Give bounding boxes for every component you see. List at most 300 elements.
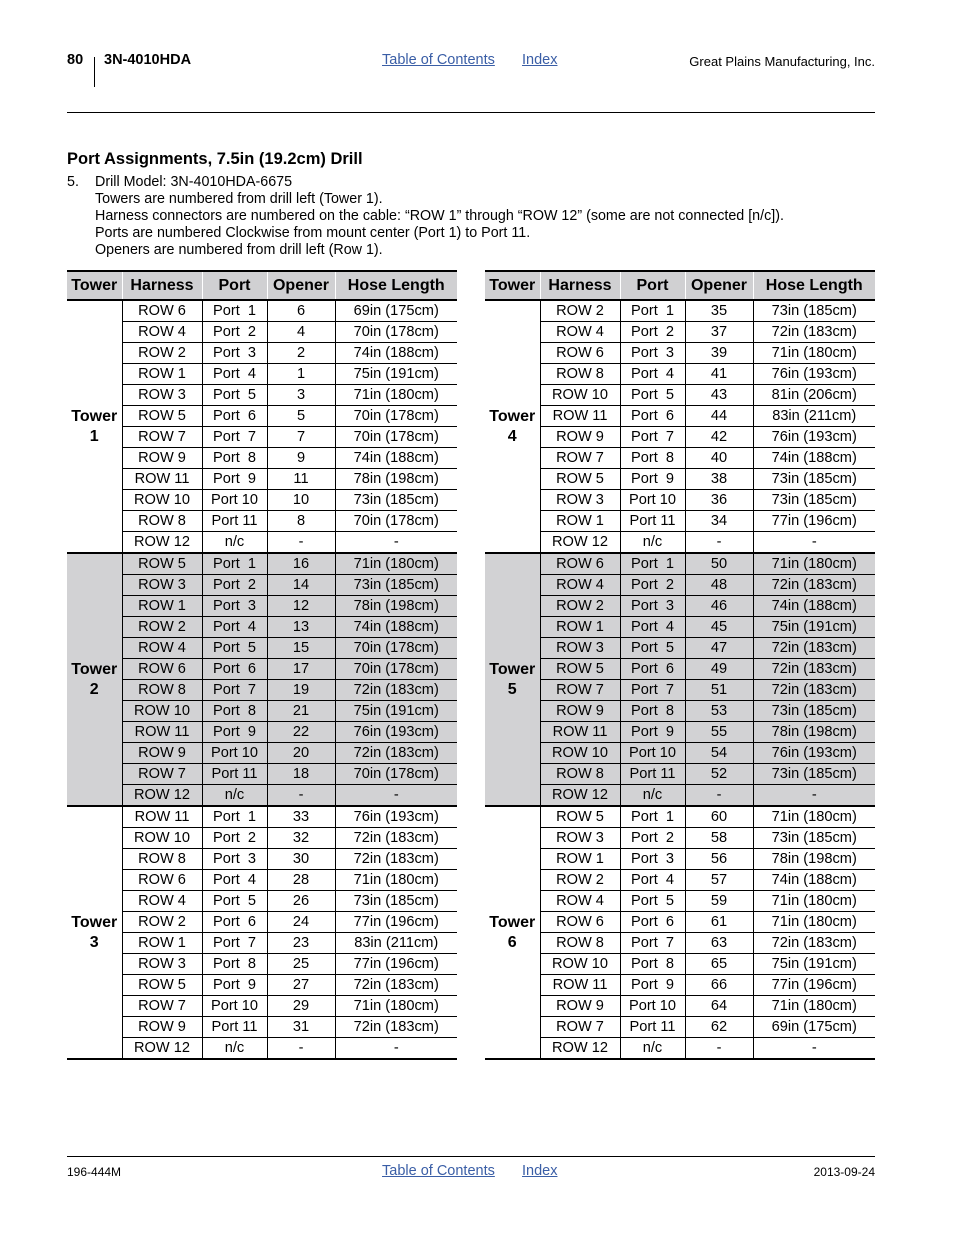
table-row bbox=[67, 385, 457, 406]
port-cell: Port 1 bbox=[202, 300, 267, 322]
footer-index-link[interactable]: Index bbox=[522, 1163, 558, 1179]
harness-cell: ROW 5 bbox=[540, 659, 620, 680]
table-row bbox=[67, 511, 457, 532]
table-row bbox=[485, 406, 875, 427]
opener-cell: 59 bbox=[685, 891, 753, 912]
port-cell: Port 3 bbox=[620, 343, 685, 364]
port-cell: Port 5 bbox=[620, 891, 685, 912]
hose-length-cell: 78in (198cm) bbox=[753, 722, 875, 743]
port-cell: Port 9 bbox=[620, 975, 685, 996]
opener-cell: 34 bbox=[685, 511, 753, 532]
opener-cell: 30 bbox=[267, 849, 335, 870]
port-cell: Port 9 bbox=[620, 469, 685, 490]
port-cell: Port 2 bbox=[620, 828, 685, 849]
port-cell: Port 9 bbox=[202, 722, 267, 743]
port-cell: Port 11 bbox=[202, 1017, 267, 1038]
hose-length-cell: 72in (183cm) bbox=[335, 680, 457, 701]
tower-label-text: Tower 4 bbox=[489, 407, 536, 445]
harness-cell: ROW 4 bbox=[122, 638, 202, 659]
table-row bbox=[67, 617, 457, 638]
hose-length-cell: 71in (180cm) bbox=[335, 996, 457, 1017]
hose-length-cell: 74in (188cm) bbox=[753, 448, 875, 469]
table-row bbox=[67, 532, 457, 554]
opener-cell: - bbox=[267, 785, 335, 807]
port-cell: Port 3 bbox=[202, 849, 267, 870]
hose-length-cell: 72in (183cm) bbox=[753, 680, 875, 701]
hose-length-cell: 70in (178cm) bbox=[335, 406, 457, 427]
table-header-row bbox=[485, 271, 875, 300]
opener-cell: 62 bbox=[685, 1017, 753, 1038]
tower-label bbox=[485, 300, 540, 553]
table-row bbox=[485, 300, 875, 322]
table-row bbox=[485, 996, 875, 1017]
col-header-harness: Harness bbox=[122, 271, 202, 300]
opener-cell: 64 bbox=[685, 996, 753, 1017]
harness-cell: ROW 2 bbox=[540, 596, 620, 617]
hose-length-cell: 69in (175cm) bbox=[753, 1017, 875, 1038]
table-row bbox=[485, 511, 875, 532]
doc-number: 196-444M bbox=[67, 1165, 122, 1179]
opener-cell: 66 bbox=[685, 975, 753, 996]
port-cell: Port 3 bbox=[202, 343, 267, 364]
table-row bbox=[67, 448, 457, 469]
harness-cell: ROW 2 bbox=[540, 870, 620, 891]
tower-label bbox=[67, 300, 122, 553]
hose-length-cell: 70in (178cm) bbox=[335, 764, 457, 785]
opener-cell: 47 bbox=[685, 638, 753, 659]
opener-cell: 51 bbox=[685, 680, 753, 701]
opener-cell: 24 bbox=[267, 912, 335, 933]
port-cell: Port 6 bbox=[202, 406, 267, 427]
opener-cell: 39 bbox=[685, 343, 753, 364]
port-cell: Port 11 bbox=[620, 1017, 685, 1038]
table-row bbox=[67, 743, 457, 764]
harness-cell: ROW 12 bbox=[540, 785, 620, 807]
col-header-port: Port bbox=[202, 271, 267, 300]
tower-group bbox=[67, 553, 457, 806]
port-cell: Port 2 bbox=[620, 575, 685, 596]
step-line: Openers are numbered from drill left (Row 1). bbox=[95, 242, 383, 258]
harness-cell: ROW 2 bbox=[540, 300, 620, 322]
hose-length-cell: - bbox=[753, 532, 875, 554]
port-cell: Port 4 bbox=[202, 364, 267, 385]
header-rule bbox=[67, 112, 875, 113]
hose-length-cell: 71in (180cm) bbox=[335, 870, 457, 891]
opener-cell: 15 bbox=[267, 638, 335, 659]
header-toc-link[interactable]: Table of Contents bbox=[382, 52, 495, 68]
opener-cell: 20 bbox=[267, 743, 335, 764]
table-row bbox=[485, 638, 875, 659]
harness-cell: ROW 7 bbox=[122, 764, 202, 785]
opener-cell: 49 bbox=[685, 659, 753, 680]
opener-cell: - bbox=[685, 532, 753, 554]
port-cell: Port 3 bbox=[202, 596, 267, 617]
port-cell: Port 8 bbox=[620, 954, 685, 975]
port-cell: Port 8 bbox=[620, 448, 685, 469]
table-row bbox=[67, 427, 457, 448]
harness-cell: ROW 3 bbox=[540, 828, 620, 849]
opener-cell: 63 bbox=[685, 933, 753, 954]
harness-cell: ROW 7 bbox=[540, 448, 620, 469]
col-header-tower: Tower bbox=[67, 271, 122, 300]
hose-length-cell: 73in (185cm) bbox=[753, 764, 875, 785]
opener-cell: 9 bbox=[267, 448, 335, 469]
opener-cell: 55 bbox=[685, 722, 753, 743]
hose-length-cell: 70in (178cm) bbox=[335, 638, 457, 659]
opener-cell: 36 bbox=[685, 490, 753, 511]
table-row bbox=[485, 532, 875, 554]
port-cell: Port 11 bbox=[620, 511, 685, 532]
table-row bbox=[67, 300, 457, 322]
hose-length-cell: 73in (185cm) bbox=[335, 891, 457, 912]
table-row bbox=[67, 954, 457, 975]
opener-cell: 11 bbox=[267, 469, 335, 490]
harness-cell: ROW 3 bbox=[122, 385, 202, 406]
hose-length-cell: 74in (188cm) bbox=[753, 870, 875, 891]
harness-cell: ROW 5 bbox=[122, 553, 202, 575]
hose-length-cell: 71in (180cm) bbox=[753, 996, 875, 1017]
port-cell: Port 6 bbox=[202, 659, 267, 680]
hose-length-cell: 72in (183cm) bbox=[335, 828, 457, 849]
port-cell: Port 6 bbox=[202, 912, 267, 933]
opener-cell: 12 bbox=[267, 596, 335, 617]
hose-length-cell: 76in (193cm) bbox=[335, 722, 457, 743]
table-row bbox=[485, 785, 875, 807]
opener-cell: 60 bbox=[685, 806, 753, 828]
harness-cell: ROW 11 bbox=[122, 469, 202, 490]
port-cell: Port 1 bbox=[202, 553, 267, 575]
hose-length-cell: 73in (185cm) bbox=[335, 490, 457, 511]
table-row bbox=[485, 343, 875, 364]
table-row bbox=[67, 638, 457, 659]
harness-cell: ROW 6 bbox=[540, 343, 620, 364]
port-cell: Port 1 bbox=[620, 553, 685, 575]
opener-cell: 17 bbox=[267, 659, 335, 680]
step-line: Drill Model: 3N-4010HDA-6675 bbox=[95, 174, 293, 190]
harness-cell: ROW 3 bbox=[122, 954, 202, 975]
col-header-opener: Opener bbox=[267, 271, 335, 300]
port-cell: Port 8 bbox=[202, 954, 267, 975]
opener-cell: 8 bbox=[267, 511, 335, 532]
port-cell: Port 10 bbox=[202, 996, 267, 1017]
opener-cell: 45 bbox=[685, 617, 753, 638]
harness-cell: ROW 12 bbox=[540, 1038, 620, 1060]
hose-length-cell: 71in (180cm) bbox=[335, 385, 457, 406]
harness-cell: ROW 11 bbox=[122, 722, 202, 743]
opener-cell: 16 bbox=[267, 553, 335, 575]
port-cell: Port 10 bbox=[202, 743, 267, 764]
table-row bbox=[485, 553, 875, 575]
port-cell: Port 7 bbox=[202, 933, 267, 954]
page-number: 80 bbox=[67, 52, 84, 68]
hose-length-cell: 83in (211cm) bbox=[335, 933, 457, 954]
opener-cell: 2 bbox=[267, 343, 335, 364]
opener-cell: 65 bbox=[685, 954, 753, 975]
port-cell: Port 7 bbox=[620, 427, 685, 448]
step-line: Harness connectors are numbered on the cable: “ROW 1” through “ROW 12” (some are not connected [n/c]). bbox=[95, 208, 784, 224]
harness-cell: ROW 8 bbox=[540, 764, 620, 785]
table-row bbox=[67, 553, 457, 575]
opener-cell: 21 bbox=[267, 701, 335, 722]
port-cell: Port 4 bbox=[202, 870, 267, 891]
harness-cell: ROW 3 bbox=[540, 490, 620, 511]
port-cell: Port 10 bbox=[620, 490, 685, 511]
opener-cell: 32 bbox=[267, 828, 335, 849]
opener-cell: 23 bbox=[267, 933, 335, 954]
step-number: 5. bbox=[67, 174, 79, 190]
harness-cell: ROW 7 bbox=[540, 680, 620, 701]
port-cell: Port 11 bbox=[202, 764, 267, 785]
table-row bbox=[485, 975, 875, 996]
step-line: Ports are numbered Clockwise from mount center (Port 1) to Port 11. bbox=[95, 225, 531, 241]
port-cell: Port 4 bbox=[620, 870, 685, 891]
opener-cell: 25 bbox=[267, 954, 335, 975]
table-row bbox=[67, 828, 457, 849]
hose-length-cell: 77in (196cm) bbox=[335, 912, 457, 933]
table-row bbox=[67, 322, 457, 343]
opener-cell: - bbox=[685, 785, 753, 807]
hose-length-cell: 71in (180cm) bbox=[753, 912, 875, 933]
hose-length-cell: 73in (185cm) bbox=[335, 575, 457, 596]
harness-cell: ROW 12 bbox=[540, 532, 620, 554]
opener-cell: 50 bbox=[685, 553, 753, 575]
port-cell: Port 5 bbox=[202, 891, 267, 912]
harness-cell: ROW 5 bbox=[122, 406, 202, 427]
hose-length-cell: - bbox=[335, 532, 457, 554]
hose-length-cell: 71in (180cm) bbox=[335, 553, 457, 575]
table-row bbox=[485, 490, 875, 511]
harness-cell: ROW 6 bbox=[540, 912, 620, 933]
opener-cell: 10 bbox=[267, 490, 335, 511]
model-number: 3N-4010HDA bbox=[104, 52, 192, 68]
harness-cell: ROW 5 bbox=[540, 469, 620, 490]
header-index-link[interactable]: Index bbox=[522, 52, 558, 68]
harness-cell: ROW 9 bbox=[122, 448, 202, 469]
port-cell: n/c bbox=[202, 1038, 267, 1060]
port-cell: Port 10 bbox=[620, 996, 685, 1017]
table-row bbox=[485, 933, 875, 954]
hose-length-cell: 72in (183cm) bbox=[335, 849, 457, 870]
table-row bbox=[485, 806, 875, 828]
port-cell: Port 7 bbox=[202, 680, 267, 701]
harness-cell: ROW 6 bbox=[122, 300, 202, 322]
hose-length-cell: 72in (183cm) bbox=[753, 638, 875, 659]
harness-cell: ROW 10 bbox=[540, 954, 620, 975]
hose-length-cell: 78in (198cm) bbox=[753, 849, 875, 870]
hose-length-cell: 70in (178cm) bbox=[335, 659, 457, 680]
hose-length-cell: 78in (198cm) bbox=[335, 596, 457, 617]
header-divider bbox=[94, 57, 95, 87]
harness-cell: ROW 9 bbox=[122, 1017, 202, 1038]
hose-length-cell: 72in (183cm) bbox=[753, 659, 875, 680]
opener-cell: 35 bbox=[685, 300, 753, 322]
tower-group bbox=[67, 806, 457, 1059]
hose-length-cell: 71in (180cm) bbox=[753, 891, 875, 912]
hose-length-cell: 72in (183cm) bbox=[335, 975, 457, 996]
opener-cell: 1 bbox=[267, 364, 335, 385]
hose-length-cell: - bbox=[335, 1038, 457, 1060]
table-row bbox=[485, 322, 875, 343]
tower-label bbox=[485, 553, 540, 806]
hose-length-cell: 77in (196cm) bbox=[335, 954, 457, 975]
hose-length-cell: 71in (180cm) bbox=[753, 806, 875, 828]
port-cell: n/c bbox=[620, 1038, 685, 1060]
hose-length-cell: - bbox=[753, 785, 875, 807]
port-cell: Port 9 bbox=[202, 975, 267, 996]
port-cell: Port 2 bbox=[202, 322, 267, 343]
port-cell: Port 1 bbox=[620, 300, 685, 322]
table-row bbox=[67, 575, 457, 596]
opener-cell: 41 bbox=[685, 364, 753, 385]
harness-cell: ROW 10 bbox=[122, 490, 202, 511]
opener-cell: 5 bbox=[267, 406, 335, 427]
harness-cell: ROW 10 bbox=[540, 385, 620, 406]
harness-cell: ROW 5 bbox=[540, 806, 620, 828]
table-row bbox=[485, 912, 875, 933]
port-cell: n/c bbox=[620, 785, 685, 807]
opener-cell: 29 bbox=[267, 996, 335, 1017]
hose-length-cell: 83in (211cm) bbox=[753, 406, 875, 427]
harness-cell: ROW 3 bbox=[122, 575, 202, 596]
hose-length-cell: 73in (185cm) bbox=[753, 701, 875, 722]
port-cell: Port 8 bbox=[620, 701, 685, 722]
table-row bbox=[67, 912, 457, 933]
tower-label-text: Tower 1 bbox=[71, 407, 118, 445]
port-cell: Port 5 bbox=[202, 385, 267, 406]
harness-cell: ROW 10 bbox=[122, 828, 202, 849]
harness-cell: ROW 7 bbox=[540, 1017, 620, 1038]
harness-cell: ROW 4 bbox=[540, 322, 620, 343]
hose-length-cell: 72in (183cm) bbox=[335, 1017, 457, 1038]
harness-cell: ROW 2 bbox=[122, 343, 202, 364]
opener-cell: 61 bbox=[685, 912, 753, 933]
harness-cell: ROW 6 bbox=[122, 659, 202, 680]
harness-cell: ROW 9 bbox=[540, 427, 620, 448]
port-cell: Port 9 bbox=[202, 469, 267, 490]
tower-label bbox=[485, 806, 540, 1059]
hose-length-cell: 81in (206cm) bbox=[753, 385, 875, 406]
table-row bbox=[485, 722, 875, 743]
table-row bbox=[67, 806, 457, 828]
opener-cell: 28 bbox=[267, 870, 335, 891]
hose-length-cell: 75in (191cm) bbox=[335, 701, 457, 722]
opener-cell: 26 bbox=[267, 891, 335, 912]
opener-cell: 44 bbox=[685, 406, 753, 427]
company-name: Great Plains Manufacturing, Inc. bbox=[689, 54, 875, 69]
harness-cell: ROW 4 bbox=[122, 891, 202, 912]
harness-cell: ROW 8 bbox=[122, 680, 202, 701]
port-cell: Port 5 bbox=[620, 638, 685, 659]
harness-cell: ROW 11 bbox=[540, 406, 620, 427]
opener-cell: 13 bbox=[267, 617, 335, 638]
tower-label bbox=[67, 806, 122, 1059]
harness-cell: ROW 2 bbox=[122, 617, 202, 638]
port-cell: Port 5 bbox=[202, 638, 267, 659]
port-cell: Port 8 bbox=[202, 701, 267, 722]
table-row bbox=[485, 364, 875, 385]
harness-cell: ROW 9 bbox=[122, 743, 202, 764]
opener-cell: 38 bbox=[685, 469, 753, 490]
table-row bbox=[485, 427, 875, 448]
opener-cell: 37 bbox=[685, 322, 753, 343]
table-row bbox=[67, 364, 457, 385]
tower-group bbox=[485, 553, 875, 806]
table-row bbox=[67, 596, 457, 617]
opener-cell: 22 bbox=[267, 722, 335, 743]
opener-cell: 27 bbox=[267, 975, 335, 996]
port-cell: Port 7 bbox=[620, 933, 685, 954]
port-cell: Port 5 bbox=[620, 385, 685, 406]
harness-cell: ROW 1 bbox=[122, 364, 202, 385]
hose-length-cell: 76in (193cm) bbox=[335, 806, 457, 828]
port-cell: Port 6 bbox=[620, 659, 685, 680]
hose-length-cell: 73in (185cm) bbox=[753, 469, 875, 490]
footer-rule bbox=[67, 1156, 875, 1157]
hose-length-cell: 76in (193cm) bbox=[753, 743, 875, 764]
port-cell: Port 11 bbox=[620, 764, 685, 785]
hose-length-cell: 76in (193cm) bbox=[753, 427, 875, 448]
hose-length-cell: 72in (183cm) bbox=[753, 575, 875, 596]
hose-length-cell: 72in (183cm) bbox=[753, 933, 875, 954]
harness-cell: ROW 6 bbox=[540, 553, 620, 575]
harness-cell: ROW 8 bbox=[540, 364, 620, 385]
table-row bbox=[67, 891, 457, 912]
port-table-towers-4-6 bbox=[485, 270, 875, 1060]
table-row bbox=[485, 575, 875, 596]
hose-length-cell: 70in (178cm) bbox=[335, 511, 457, 532]
harness-cell: ROW 4 bbox=[540, 575, 620, 596]
table-row bbox=[485, 596, 875, 617]
port-cell: Port 2 bbox=[202, 575, 267, 596]
opener-cell: 18 bbox=[267, 764, 335, 785]
port-cell: Port 4 bbox=[202, 617, 267, 638]
harness-cell: ROW 9 bbox=[540, 701, 620, 722]
tower-group bbox=[485, 806, 875, 1059]
col-header-port: Port bbox=[620, 271, 685, 300]
harness-cell: ROW 11 bbox=[540, 722, 620, 743]
step-5 bbox=[67, 174, 784, 259]
harness-cell: ROW 8 bbox=[122, 511, 202, 532]
harness-cell: ROW 2 bbox=[122, 912, 202, 933]
port-cell: Port 10 bbox=[202, 490, 267, 511]
hose-length-cell: 73in (185cm) bbox=[753, 300, 875, 322]
harness-cell: ROW 11 bbox=[122, 806, 202, 828]
hose-length-cell: 71in (180cm) bbox=[753, 553, 875, 575]
opener-cell: 42 bbox=[685, 427, 753, 448]
table-row bbox=[67, 659, 457, 680]
footer-toc-link[interactable]: Table of Contents bbox=[382, 1163, 495, 1179]
opener-cell: 6 bbox=[267, 300, 335, 322]
port-cell: Port 6 bbox=[620, 406, 685, 427]
col-header-tower: Tower bbox=[485, 271, 540, 300]
table-row bbox=[67, 1038, 457, 1060]
port-cell: Port 4 bbox=[620, 364, 685, 385]
table-row bbox=[67, 490, 457, 511]
table-row bbox=[67, 680, 457, 701]
hose-length-cell: 75in (191cm) bbox=[753, 954, 875, 975]
opener-cell: 58 bbox=[685, 828, 753, 849]
harness-cell: ROW 10 bbox=[540, 743, 620, 764]
opener-cell: 57 bbox=[685, 870, 753, 891]
opener-cell: 43 bbox=[685, 385, 753, 406]
port-cell: Port 2 bbox=[202, 828, 267, 849]
table-row bbox=[67, 764, 457, 785]
tower-group bbox=[67, 300, 457, 553]
harness-cell: ROW 11 bbox=[540, 975, 620, 996]
port-cell: Port 10 bbox=[620, 743, 685, 764]
table-row bbox=[485, 828, 875, 849]
port-cell: Port 7 bbox=[202, 427, 267, 448]
